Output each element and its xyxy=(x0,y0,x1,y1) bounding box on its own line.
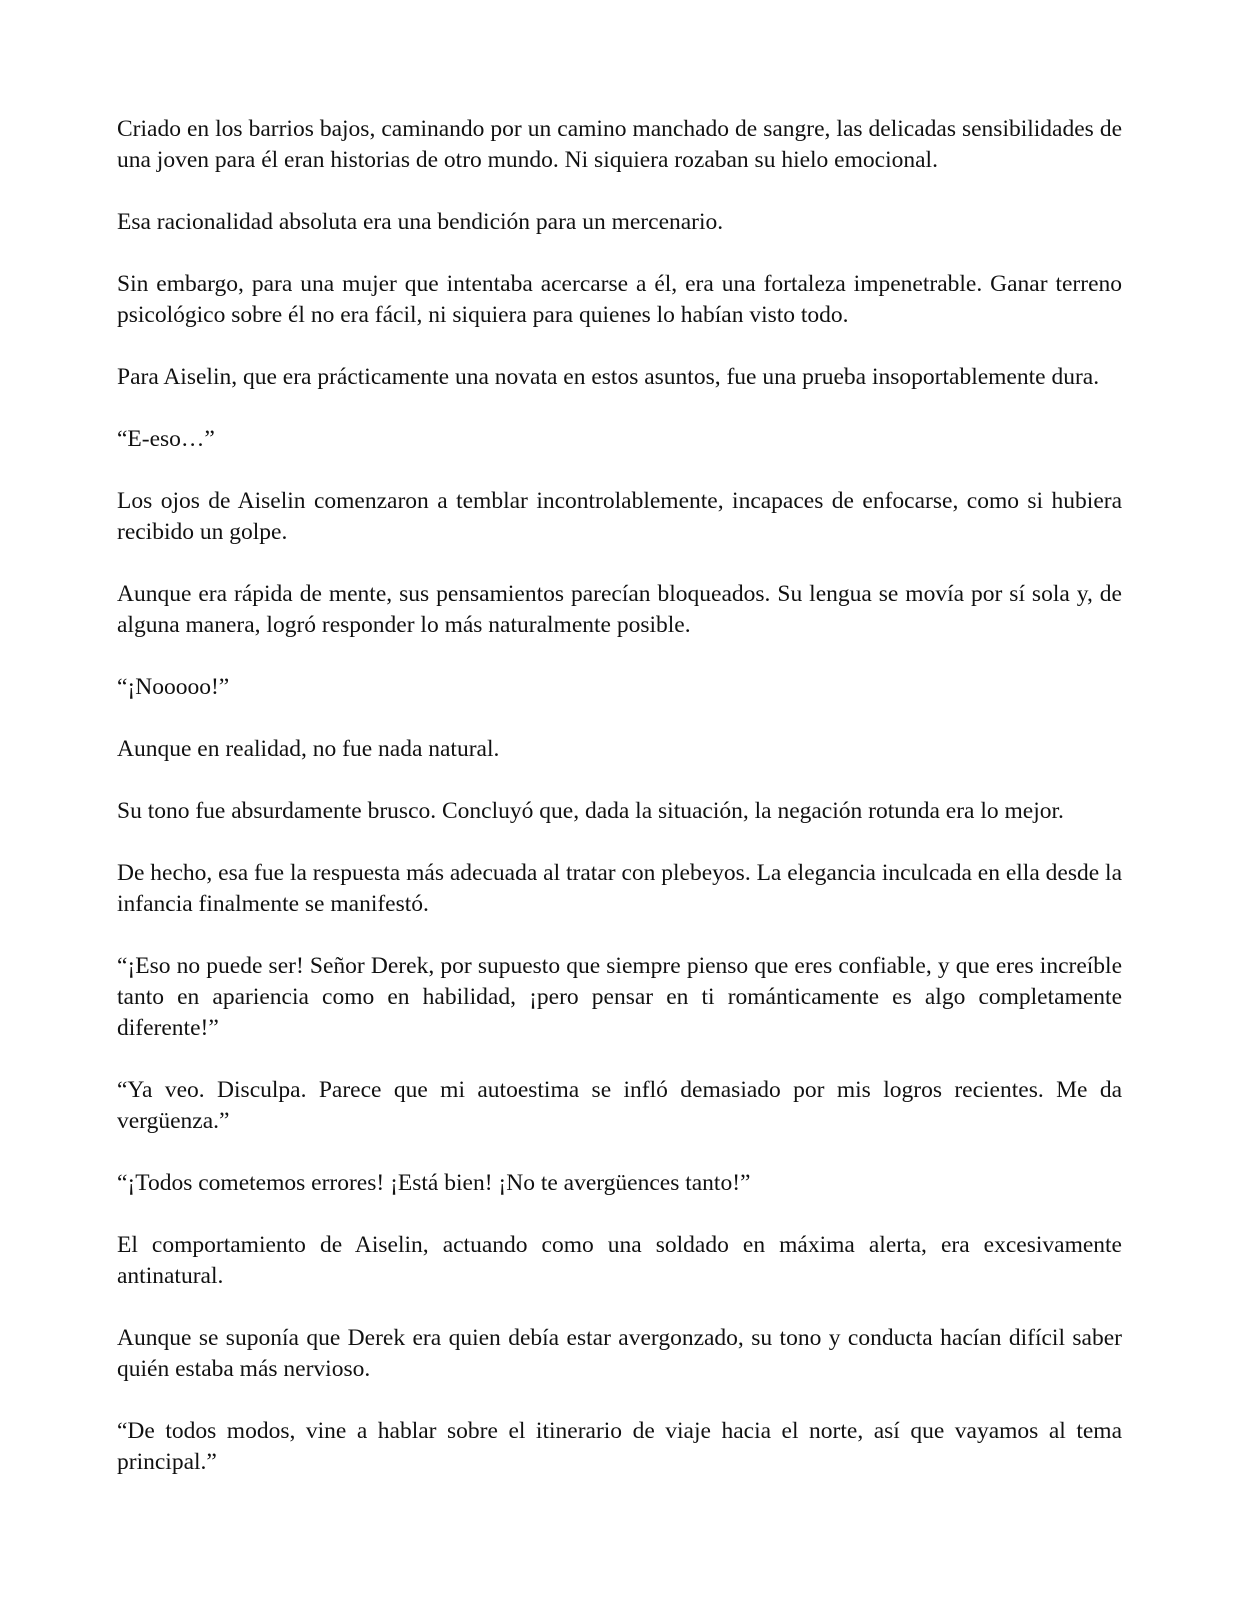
paragraph: Criado en los barrios bajos, caminando por un camino manchado de sangre, las delicadas sensibilidades de una joven para él eran historias de otro mundo. Ni siquiera rozaban su hielo emocional. xyxy=(117,116,1122,173)
dialogue-line: “¡Nooooo!” xyxy=(117,674,230,700)
dialogue-line: “De todos modos, vine a hablar sobre el itinerario de viaje hacia el norte, así que vayamos al tema principal.” xyxy=(117,1418,1122,1475)
paragraph: Aunque se suponía que Derek era quien debía estar avergonzado, su tono y conducta hacían difícil saber quién estaba más nervioso. xyxy=(117,1325,1122,1382)
dialogue-line: “E-eso…” xyxy=(117,426,215,452)
paragraph: Aunque era rápida de mente, sus pensamientos parecían bloqueados. Su lengua se movía por sí sola y, de alguna manera, logró responder lo más naturalmente posible. xyxy=(117,581,1122,638)
dialogue-line: “¡Todos cometemos errores! ¡Está bien! ¡No te avergüences tanto!” xyxy=(117,1170,751,1196)
paragraph: De hecho, esa fue la respuesta más adecuada al tratar con plebeyos. La elegancia inculcada en ella desde la infancia finalmente se manifestó. xyxy=(117,860,1122,917)
paragraph: Su tono fue absurdamente brusco. Concluyó que, dada la situación, la negación rotunda era lo mejor. xyxy=(117,798,1064,824)
paragraph: Para Aiselin, que era prácticamente una novata en estos asuntos, fue una prueba insoportablemente dura. xyxy=(117,364,1100,390)
paragraph: Esa racionalidad absoluta era una bendición para un mercenario. xyxy=(117,209,724,235)
paragraph: El comportamiento de Aiselin, actuando como una soldado en máxima alerta, era excesivamente antinatural. xyxy=(117,1232,1122,1289)
paragraph: Sin embargo, para una mujer que intentaba acercarse a él, era una fortaleza impenetrable. Ganar terreno psicológico sobre él no era fácil, ni siquiera para quienes lo habían visto todo. xyxy=(117,271,1122,328)
paragraph: Los ojos de Aiselin comenzaron a temblar incontrolablemente, incapaces de enfocarse, como si hubiera recibido un golpe. xyxy=(117,488,1122,545)
document-page xyxy=(117,114,1122,1478)
dialogue-line: “Ya veo. Disculpa. Parece que mi autoestima se infló demasiado por mis logros recientes. Me da vergüenza.” xyxy=(117,1077,1122,1134)
dialogue-line: “¡Eso no puede ser! Señor Derek, por supuesto que siempre pienso que eres confiable, y que eres increíble tanto en apariencia como en habilidad, ¡pero pensar en ti románticamente es algo completamente diferente!” xyxy=(117,953,1122,1041)
paragraph: Aunque en realidad, no fue nada natural. xyxy=(117,736,500,762)
